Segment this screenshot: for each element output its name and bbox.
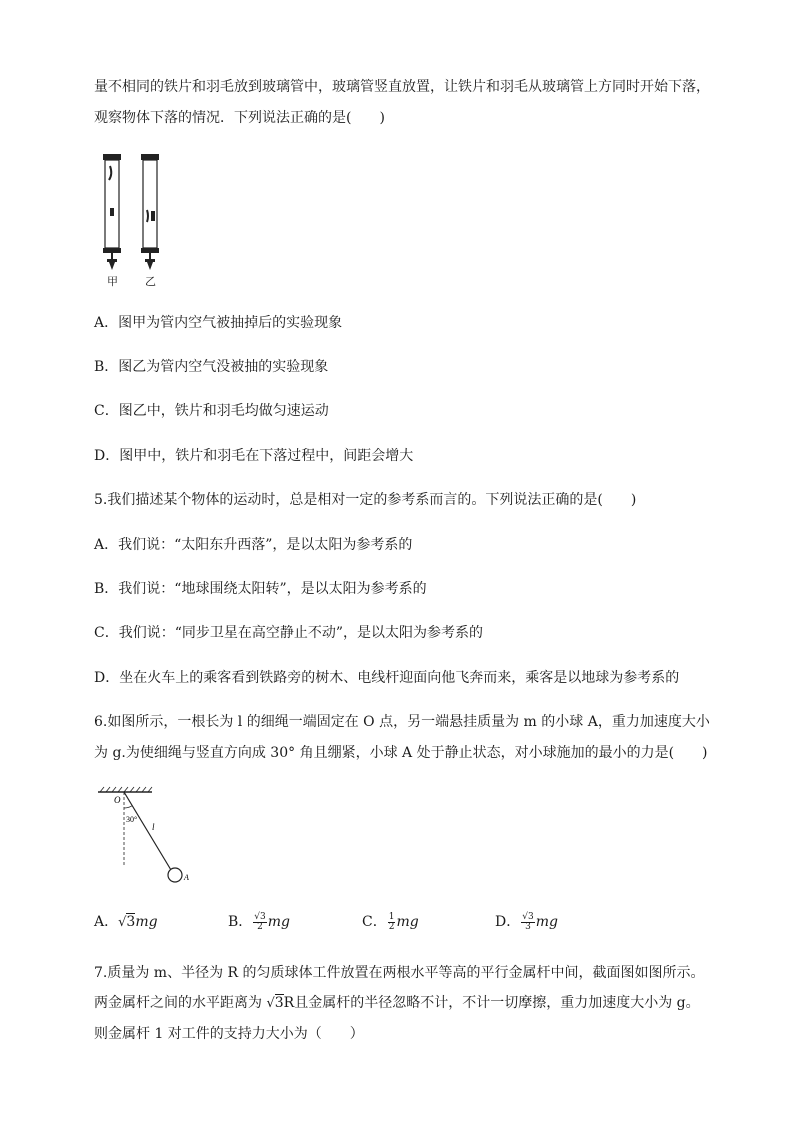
option-b-prefix: B． [228,914,253,930]
angle-arc [124,806,132,808]
glass-tubes-figure [95,150,175,290]
q4-option-a: A．图甲为管内空气被抽掉后的实验现象 [94,315,343,331]
q6-option-d [495,912,558,932]
option-b-tail: mg [267,914,291,930]
option-b-num: √3 [254,911,266,922]
option-d-tail: mg [535,914,558,930]
q6-stem-line2: 为 g.为使细绳与竖直方向成 30° 角且绷紧，小球 A 处于静止状态，对小球施加的最小的力是( ) [94,745,708,761]
tube-jia [103,154,121,270]
q5-option-b: B．我们说：“地球围绕太阳转”，是以太阳为参考系的 [94,581,427,597]
q6-stem-line1: 6.如图所示，一根长为 l 的细绳一端固定在 O 点，另一端悬挂质量为 m 的小球 A，重力加速度大小 [94,714,710,730]
q5-option-a: A．我们说：“太阳东升西落”，是以太阳为参考系的 [94,537,413,553]
length-label: l [152,822,155,832]
q7-stem-line2: 两金属杆之间的水平距离为 √3R且金属杆的半径忽略不计，不计一切摩擦，重力加速度大小为 g。 [94,995,700,1011]
figure-label-yi: 乙 [145,275,156,288]
option-a-prefix: A． [94,914,119,930]
q4-stem-line2: 观察物体下落的情况．下列说法正确的是( ) [94,110,385,126]
option-d-den: 3 [525,921,531,932]
q7-stem-line1: 7.质量为 m、半径为 R 的匀质球体工件放置在两根水平等高的平行金属杆中间，截面图如图所示。 [94,965,705,981]
q6-option-a: A．√3mg [94,914,158,930]
iron-piece-icon [110,208,114,216]
q4-option-b: B．图乙为管内空气没被抽的实验现象 [94,359,329,375]
q5-option-c: C．我们说：“同步卫星在高空静止不动”，是以太阳为参考系的 [94,625,484,641]
feather-icon [109,166,111,180]
option-d-prefix: D． [495,914,521,930]
option-c-tail: mg [396,914,419,930]
q7-line2-root: 3 [274,995,284,1011]
q5-stem: 5.我们描述某个物体的运动时，总是相对一定的参考系而言的。下列说法正确的是( ) [94,492,637,508]
figure-label-jia: 甲 [107,275,118,288]
ball-label: A [184,873,189,882]
q7-line2-a: 两金属杆之间的水平距离为 [94,995,267,1011]
q6-option-b [228,912,290,932]
q7-stem-line3: 则金属杆 1 对工件的支持力大小为（ ） [94,1026,364,1042]
feather-icon [147,210,148,222]
option-d-num: √3 [522,911,534,922]
q5-option-d: D．坐在火车上的乘客看到铁路旁的树木、电线杆迎面向他飞奔而来，乘客是以地球为参考系的 [94,670,680,686]
option-a-root: 3 [126,914,136,930]
option-c-num: 1 [388,911,395,922]
ball-circle [168,868,182,882]
q4-stem-line1: 量不相同的铁片和羽毛放到玻璃管中，玻璃管竖直放置，让铁片和羽毛从玻璃管上方同时开始下落， [94,79,710,95]
valve-icon [109,262,115,270]
string-line [124,792,171,870]
option-a-tail: mg [135,914,158,930]
valve-icon [147,262,153,270]
q4-option-d: D．图甲中，铁片和羽毛在下落过程中，间距会增大 [94,448,414,464]
q4-option-c: C．图乙中，铁片和羽毛均做匀速运动 [94,403,329,419]
angle-label: 30° [126,815,138,824]
point-o-label: O [114,795,121,805]
tube-yi [141,154,159,270]
option-b-den: 2 [257,921,263,932]
option-c-prefix: C． [362,914,387,930]
pendulum-figure [94,786,204,890]
q7-line2-b: R且金属杆的半径忽略不计，不计一切摩擦，重力加速度大小为 g。 [283,995,700,1011]
q6-option-c [362,912,419,932]
iron-piece-icon [151,211,155,221]
option-c-den: 2 [388,921,395,932]
